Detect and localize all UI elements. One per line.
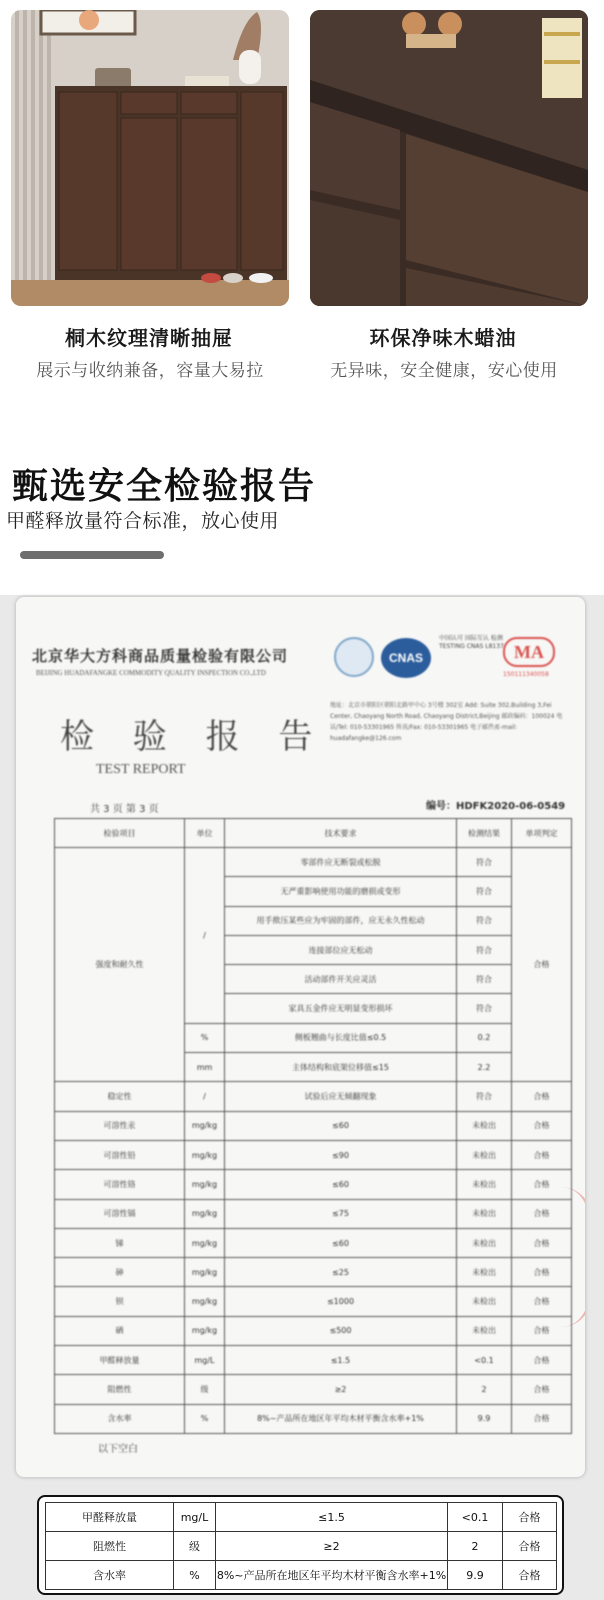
- item-cell: 甲醛释放量: [46, 1503, 174, 1532]
- item-cell: 含水率: [55, 1404, 185, 1433]
- result-cell: 9.9: [457, 1404, 512, 1433]
- report-address: 地址：北京市朝阳区朝阳北路甲中心 3号楼 302室 Add: Suite 302,Building 3,Fei Center, Chaoyang North Road, Chaoyang District,Beijing 邮政编码：100024 电话/Tel: 010-53301965 传真/Fax: 010-53301965 电子邮件/E-mail: huadafangke@126.com: [330, 702, 563, 742]
- item-cell: 可溶性镉: [55, 1199, 185, 1228]
- verdict-cell: 合格: [512, 1316, 572, 1345]
- result-cell: 未检出: [457, 1140, 512, 1169]
- result-cell: 未检出: [457, 1228, 512, 1257]
- unit-cell: mg/kg: [185, 1287, 225, 1316]
- report-table-body: [55, 1082, 572, 1434]
- report-company-english: BEIJING HUADAFANGKE COMMODITY QUALITY INSPECTION CO.,LTD: [36, 669, 266, 677]
- table-row: [55, 848, 572, 877]
- requirement-cell: 活动部件开关应灵活: [225, 965, 457, 994]
- item-cell: 硒: [55, 1316, 185, 1345]
- result-cell: 符合: [457, 965, 512, 994]
- shoe-cabinet-photo: [11, 10, 289, 306]
- cma-logo-icon: MA: [503, 637, 555, 667]
- drawer-closeup-photo: [310, 10, 588, 306]
- unit-cell: 级: [174, 1532, 216, 1561]
- table-row: [55, 1140, 572, 1169]
- requirement-cell: 用手揿压某些应为牢固的部件，应无永久性松动: [225, 906, 457, 935]
- report-footer-note: 以下空白: [98, 1444, 138, 1455]
- result-cell: 未检出: [457, 1199, 512, 1228]
- result-cell: 符合: [457, 906, 512, 935]
- result-cell: 0.2: [457, 1023, 512, 1052]
- requirement-cell: 家具五金件应无明显变形损坏: [225, 994, 457, 1023]
- header-requirement: 技术要求: [225, 819, 457, 848]
- zoomed-results-table: [45, 1502, 557, 1590]
- requirement-cell: 零部件应无断裂或松脱: [225, 848, 457, 877]
- unit-cell: mg/kg: [185, 1111, 225, 1140]
- requirement-cell: ≥2: [225, 1375, 457, 1404]
- report-title-english: TEST REPORT: [96, 762, 186, 777]
- verdict-cell: 合格: [512, 1228, 572, 1257]
- unit-cell: mg/kg: [185, 1228, 225, 1257]
- report-company-name: 北京华大方科商品质量检验有限公司: [32, 647, 289, 665]
- requirement-cell: ≤60: [225, 1228, 457, 1257]
- unit-cell: /: [185, 848, 225, 1024]
- red-seal-stamp: [561, 1187, 585, 1327]
- section-subtitle: 甲醛释放量符合标准，放心使用: [6, 510, 280, 532]
- report-table: [54, 818, 572, 1434]
- requirement-cell: ≤90: [225, 1140, 457, 1169]
- requirement-cell: 无严重影响使用功能的磨损或变形: [225, 877, 457, 906]
- result-cell: 符合: [457, 1082, 512, 1111]
- table-row: [46, 1561, 557, 1590]
- result-cell: 未检出: [457, 1258, 512, 1287]
- requirement-cell: ≤60: [225, 1111, 457, 1140]
- result-cell: <0.1: [457, 1346, 512, 1375]
- verdict-cell: 合格: [512, 1170, 572, 1199]
- item-cell: 可溶性铬: [55, 1170, 185, 1199]
- requirement-cell: ≤25: [225, 1258, 457, 1287]
- item-cell: 钡: [55, 1287, 185, 1316]
- result-cell: 2: [457, 1375, 512, 1404]
- requirement-cell: ≤1.5: [225, 1346, 457, 1375]
- report-number: 编号：HDFK2020-06-0549: [426, 801, 566, 812]
- cnas-accreditation-text: 中国认可 国际互认 检测 TESTING CNAS L8137: [439, 635, 504, 650]
- requirement-cell: ≤60: [225, 1170, 457, 1199]
- table-row: [55, 1287, 572, 1316]
- table-row: [55, 1258, 572, 1287]
- verdict-cell: 合格: [512, 1258, 572, 1287]
- table-row: [55, 1111, 572, 1140]
- result-cell: 9.9: [448, 1561, 503, 1590]
- table-row: [55, 1228, 572, 1257]
- item-cell: 可溶性汞: [55, 1111, 185, 1140]
- feature-subtitle-wax-oil: 无异味，安全健康，安心使用: [330, 361, 558, 381]
- requirement-cell: 试验后应无倾翻现象: [225, 1082, 457, 1111]
- unit-cell: mm: [185, 1053, 225, 1082]
- result-cell: 2.2: [457, 1053, 512, 1082]
- report-title: 检 验 报 告: [60, 717, 327, 757]
- requirement-cell: 8%~产品所在地区年平均木材平衡含水率+1%: [216, 1561, 448, 1590]
- result-cell: 未检出: [457, 1287, 512, 1316]
- item-cell: 稳定性: [55, 1082, 185, 1111]
- item-cell: 含水率: [46, 1561, 174, 1590]
- ilac-mra-logo-icon: [334, 637, 374, 677]
- requirement-cell: ≤1000: [225, 1287, 457, 1316]
- section-title: 甄选安全检验报告: [12, 466, 317, 507]
- table-row: [55, 1199, 572, 1228]
- unit-cell: mg/L: [185, 1346, 225, 1375]
- verdict-cell: 合格: [503, 1503, 557, 1532]
- unit-cell: /: [185, 1082, 225, 1111]
- feature-subtitle-drawer: 展示与收纳兼备，容量大易拉: [36, 361, 264, 381]
- item-cell: 甲醛释放量: [55, 1346, 185, 1375]
- unit-cell: %: [174, 1561, 216, 1590]
- header-verdict: 单项判定: [512, 819, 572, 848]
- table-row: [46, 1532, 557, 1561]
- verdict-cell: 合格: [512, 1199, 572, 1228]
- item-cell: 可溶性铅: [55, 1140, 185, 1169]
- header-item: 检验项目: [55, 819, 185, 848]
- verdict-cell: 合格: [512, 1287, 572, 1316]
- table-row: [55, 1375, 572, 1404]
- verdict-cell: 合格: [503, 1532, 557, 1561]
- table-row: [55, 1082, 572, 1111]
- requirement-cell: 8%~产品所在地区年平均木材平衡含水率+1%: [225, 1404, 457, 1433]
- table-row: [46, 1503, 557, 1532]
- item-cell: 砷: [55, 1258, 185, 1287]
- verdict-cell: 合格: [512, 1375, 572, 1404]
- item-cell: 阻燃性: [55, 1375, 185, 1404]
- result-cell: 符合: [457, 877, 512, 906]
- unit-cell: mg/kg: [185, 1316, 225, 1345]
- shoe-cabinet-illustration: [11, 10, 289, 306]
- unit-cell: %: [185, 1023, 225, 1052]
- verdict-cell: 合格: [503, 1561, 557, 1590]
- table-row: [55, 1404, 572, 1433]
- feature-title-wax-oil: 环保净味木蜡油: [369, 326, 517, 350]
- table-row: [55, 1346, 572, 1375]
- verdict-cell: 合格: [512, 1082, 572, 1111]
- verdict-cell: 合格: [512, 1404, 572, 1433]
- header-unit: 单位: [185, 819, 225, 848]
- result-cell: 2: [448, 1532, 503, 1561]
- cnas-logo-icon: CNAS: [381, 638, 431, 678]
- result-cell: 符合: [457, 935, 512, 964]
- report-table-header: [55, 819, 572, 848]
- feature-title-drawer: 桐木纹理清晰抽屉: [65, 326, 233, 350]
- section-divider: [20, 551, 164, 559]
- requirement-cell: ≤1.5: [216, 1503, 448, 1532]
- unit-cell: mg/kg: [185, 1199, 225, 1228]
- table-row: [55, 1316, 572, 1345]
- unit-cell: mg/L: [174, 1503, 216, 1532]
- requirement-cell: 连接部位应无松动: [225, 935, 457, 964]
- header-result: 检测结果: [457, 819, 512, 848]
- verdict-cell: 合格: [512, 1111, 572, 1140]
- drawer-closeup-illustration: [310, 10, 588, 306]
- result-cell: 未检出: [457, 1111, 512, 1140]
- verdict-cell: 合格: [512, 1140, 572, 1169]
- group-item-cell: 强度和耐久性: [55, 848, 185, 1082]
- result-cell: 符合: [457, 848, 512, 877]
- requirement-cell: ≥2: [216, 1532, 448, 1561]
- requirement-cell: ≤75: [225, 1199, 457, 1228]
- result-cell: <0.1: [448, 1503, 503, 1532]
- item-cell: 锑: [55, 1228, 185, 1257]
- test-report-document: [16, 597, 585, 1477]
- result-cell: 未检出: [457, 1316, 512, 1345]
- unit-cell: mg/kg: [185, 1258, 225, 1287]
- item-cell: 阻燃性: [46, 1532, 174, 1561]
- requirement-cell: ≤500: [225, 1316, 457, 1345]
- requirement-cell: 侧板翘曲与长度比值≤0.5: [225, 1023, 457, 1052]
- verdict-cell: 合格: [512, 1346, 572, 1375]
- unit-cell: mg/kg: [185, 1140, 225, 1169]
- result-cell: 符合: [457, 994, 512, 1023]
- result-cell: 未检出: [457, 1170, 512, 1199]
- cma-number: 150111340058: [503, 671, 549, 678]
- report-page-number: 共 3 页 第 3 页: [90, 804, 159, 815]
- group-verdict-cell: 合格: [512, 848, 572, 1082]
- unit-cell: %: [185, 1404, 225, 1433]
- zoomed-table-body: [46, 1503, 557, 1590]
- unit-cell: mg/kg: [185, 1170, 225, 1199]
- unit-cell: 级: [185, 1375, 225, 1404]
- zoomed-results-card: [37, 1495, 564, 1595]
- requirement-cell: 主体结构和底架位移值≤15: [225, 1053, 457, 1082]
- table-row: [55, 1170, 572, 1199]
